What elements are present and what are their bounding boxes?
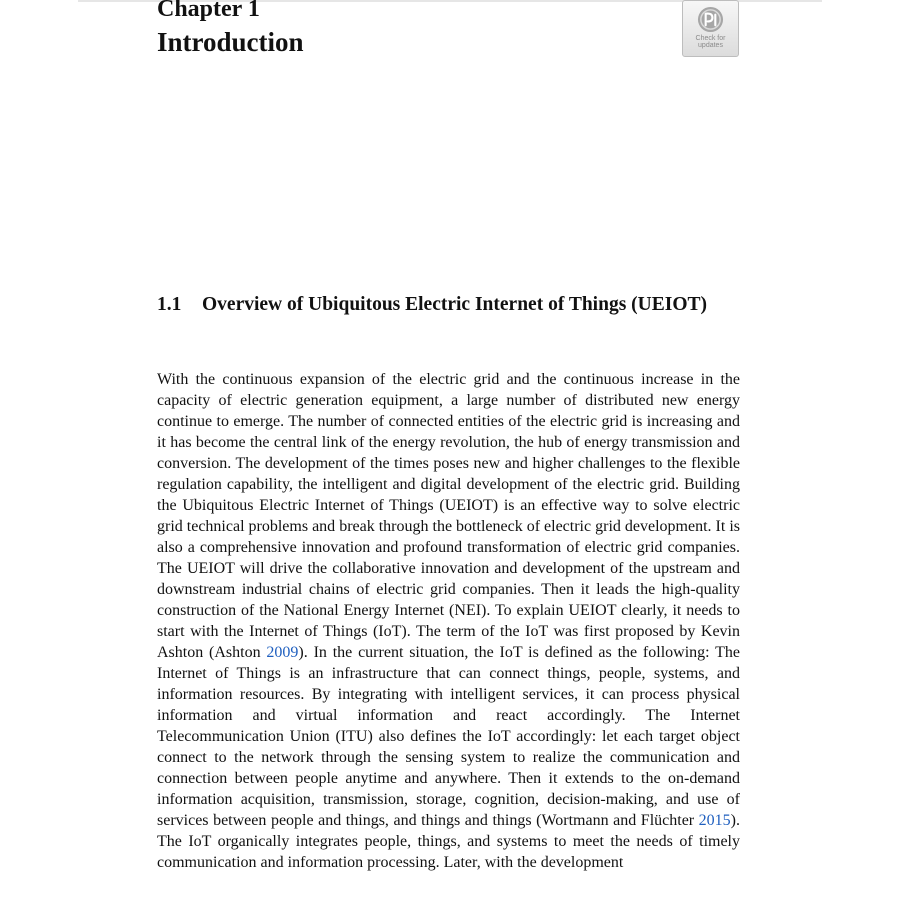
badge-text-line1: Check for [695, 35, 726, 42]
citation-link-ashton-2009[interactable]: 2009 [266, 644, 299, 661]
chapter-title: Introduction [157, 27, 304, 57]
check-updates-icon [697, 6, 724, 33]
section-title: Overview of Ubiquitous Electric Internet of Things (UEIOT) [202, 294, 708, 315]
check-for-updates-badge[interactable] [682, 0, 739, 57]
body-paragraph [157, 369, 740, 873]
badge-text [696, 35, 726, 49]
paragraph-text-part2: ). In the current situation, the IoT is defined as the following: The Internet of Things is an infrastructure that can connect things, people, systems, and information resources. By integrating with intelligent services, it can process physical information and virtual information and react accordingly. The Internet Telecommunication Union (ITU) also defines the IoT accordingly: let each target object connect to the network through the sensing system to realize the communication and connection between people anytime and anywhere. Then it extends to the on-demand information acquisition, transmission, storage, cognition, decision-making, and use of services between people and things, and things and things (Wortmann and Flüchter [157, 644, 741, 829]
chapter-label: Chapter 1 [157, 0, 260, 22]
paragraph-text-part1: With the continuous expansion of the electric grid and the continuous increase in the capacity of electric generation equipment, a large number of distributed new energy continue to emerge. The number of connected entities of the electric grid is increasing and it has become the central link of the energy revolution, the hub of energy transmission and conversion. The development of the times poses new and higher challenges to the flexible regulation capability, the intelligent and digital development of the electric grid. Building the Ubiquitous Electric Internet of Things (UEIOT) is an effective way to solve electric grid technical problems and break through the bottleneck of electric grid development. It is also a comprehensive innovation and profound transformation of electric grid companies. The UEIOT will drive the collaborative innovation and development of the upstream and downstream industrial chains of electric grid companies. Then it leads the high-quality construction of the National Energy Internet (NEI). To explain UEIOT clearly, it needs to start with the Internet of Things (IoT). The term of the IoT was first proposed by Kevin Ashton (Ashton [157, 371, 740, 661]
badge-text-line2: updates [698, 42, 723, 49]
section-number: 1.1 [157, 294, 182, 315]
citation-link-wortmann-2015[interactable]: 2015 [698, 812, 731, 829]
paragraph-text-part3: ). The IoT organically integrates people, things, and systems to meet the needs of timely communication and information processing. Later, with the development [157, 812, 740, 871]
